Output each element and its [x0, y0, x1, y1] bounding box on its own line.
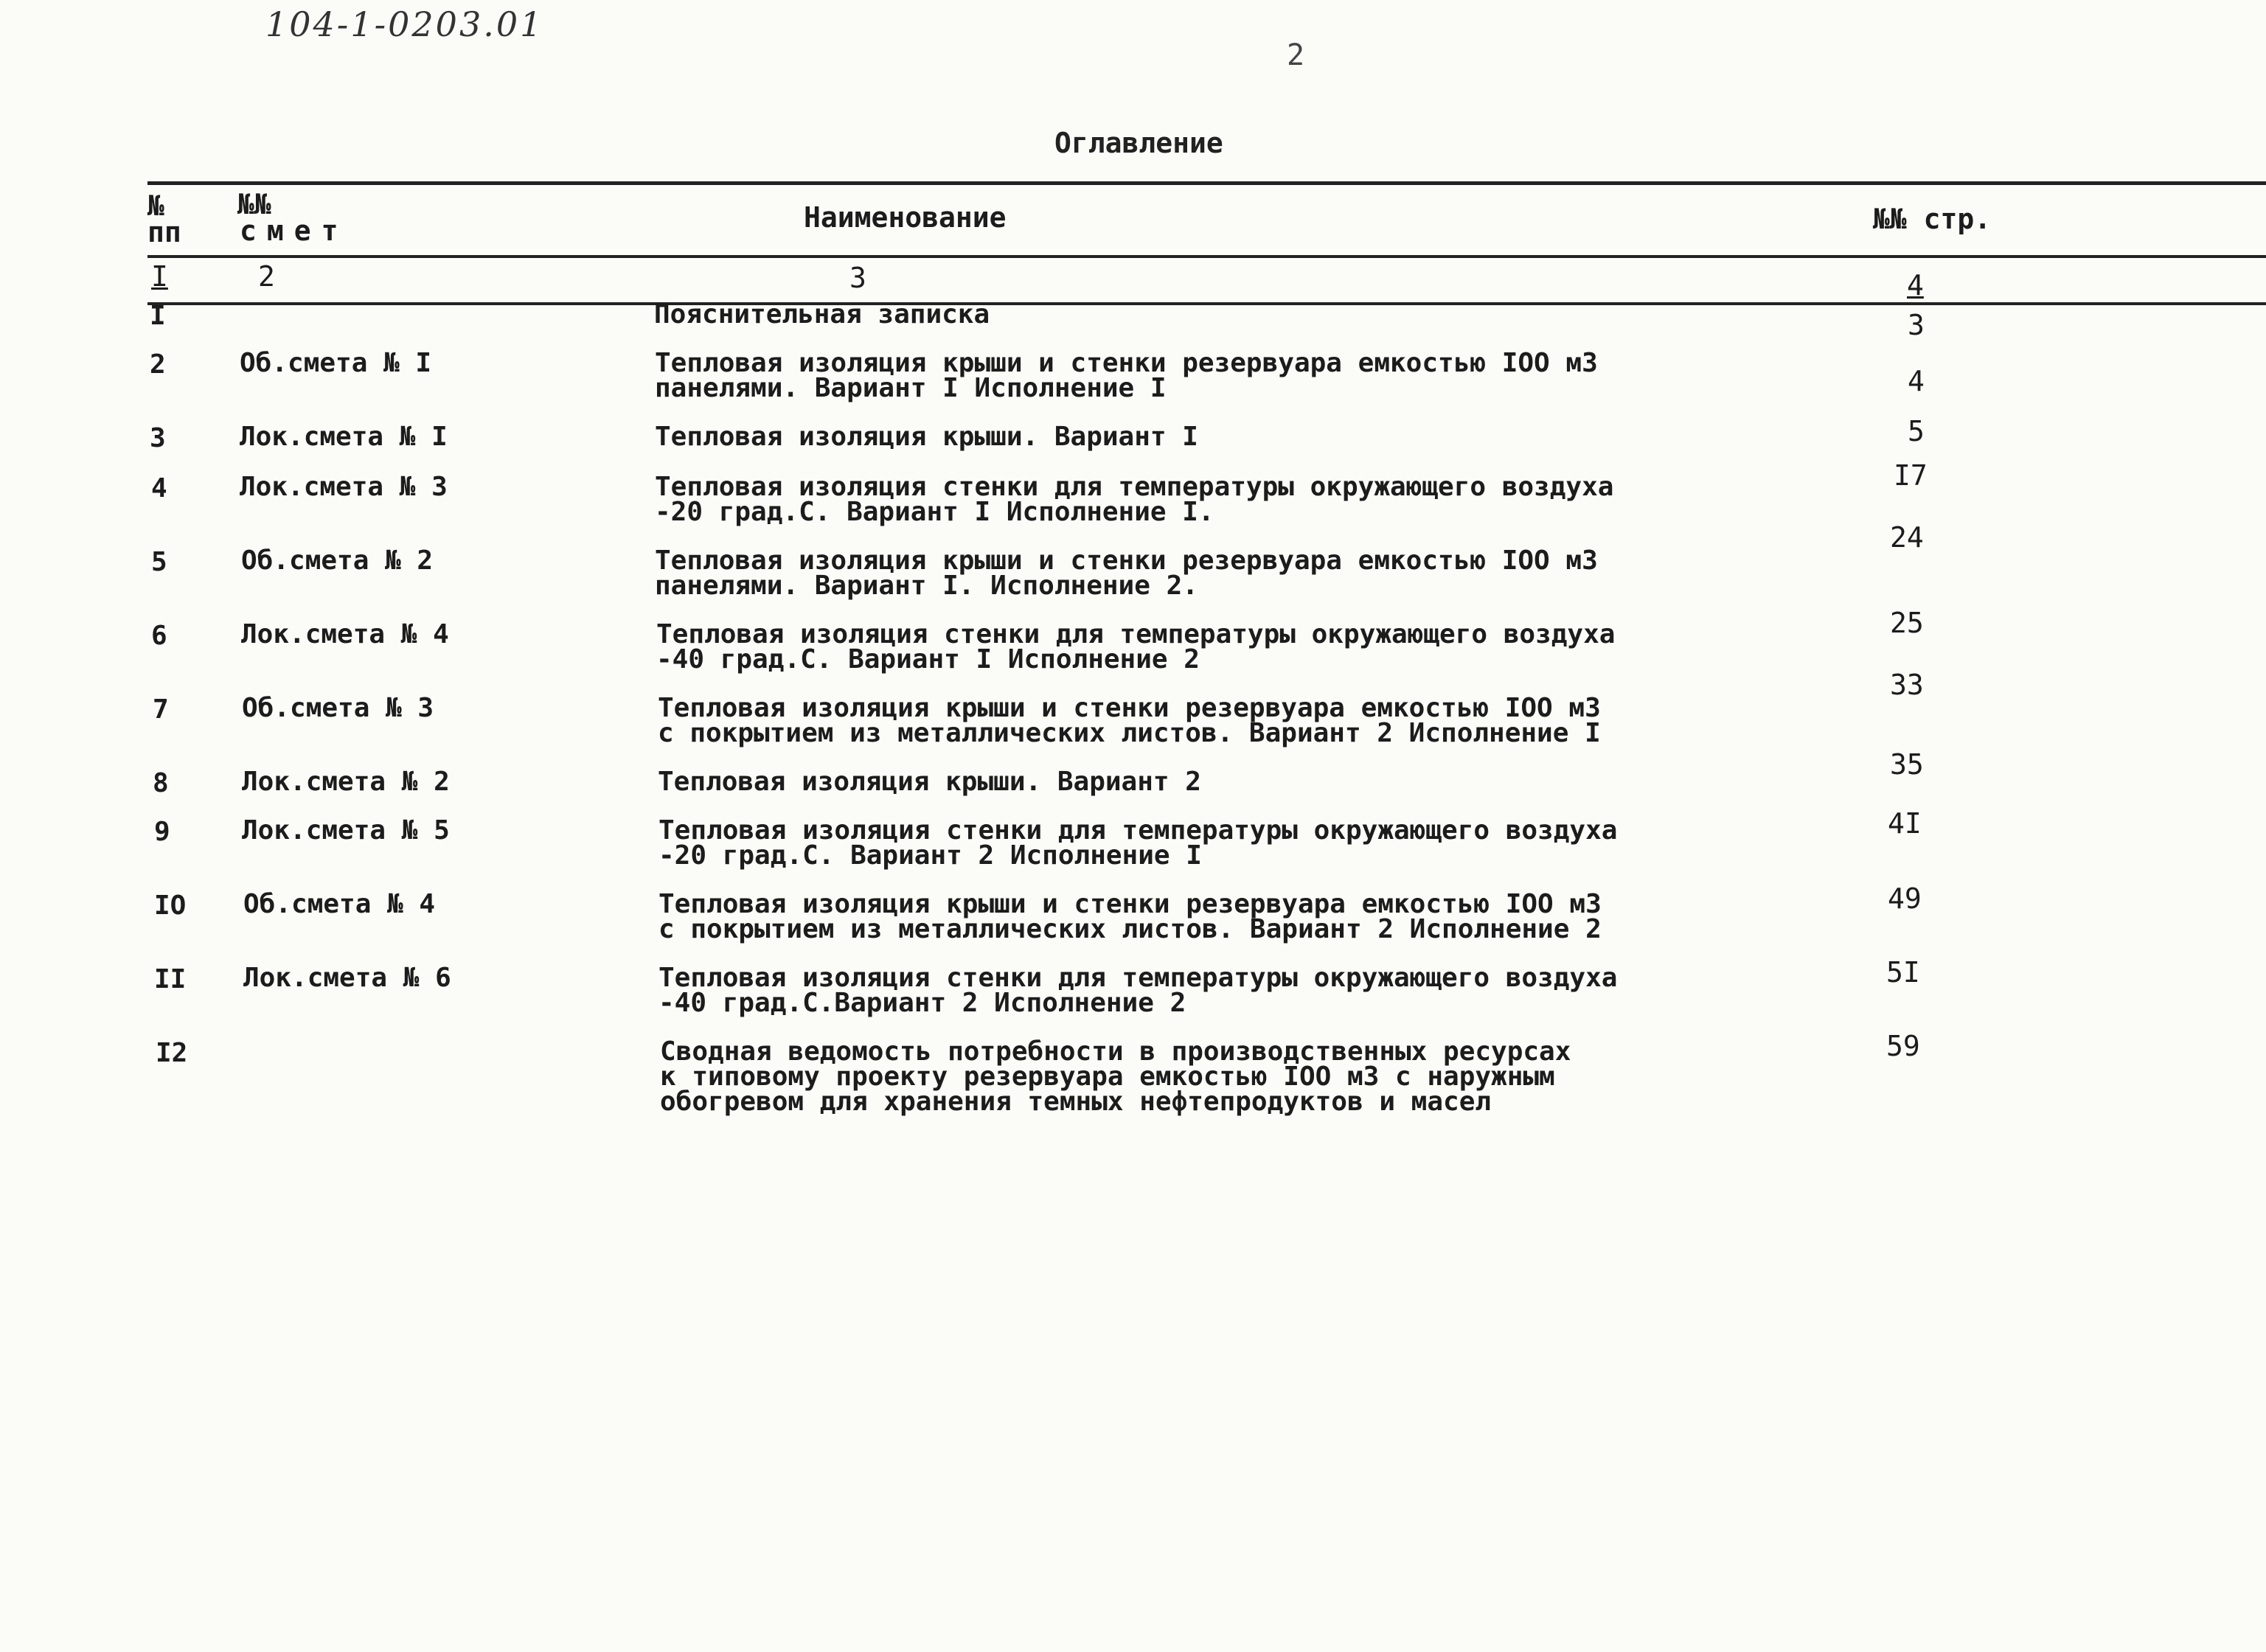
row-name-line: Тепловая изоляция крыши и стенки резервуара емкостью IOO м3 [655, 546, 1598, 576]
row-number: 9 [154, 817, 170, 847]
row-page: 33 [1890, 669, 1924, 701]
row-page: 5 [1908, 415, 1925, 447]
row-name-line: обогревом для хранения темных нефтепродуктов и масел [660, 1087, 1492, 1117]
header-name: Наименование [804, 201, 1007, 234]
row-number: 4 [151, 473, 167, 503]
row-smeta: Лок.смета № 5 [242, 815, 450, 846]
row-smeta: Лок.смета № I [240, 422, 448, 452]
row-number: 6 [151, 621, 167, 651]
row-smeta: Лок.смета № 6 [243, 963, 451, 993]
row-number: I2 [156, 1038, 188, 1068]
row-page: 3 [1908, 309, 1925, 341]
row-number: 5 [151, 547, 167, 577]
colnum-rule [147, 302, 2266, 305]
row-page: 4 [1908, 365, 1925, 397]
row-page: 59 [1886, 1030, 1920, 1062]
row-name-line: Тепловая изоляция крыши и стенки резервуара емкостью IOO м3 [658, 889, 1602, 919]
top-rule [147, 181, 2266, 185]
row-name-line: Тепловая изоляция стенки для температуры окружающего воздуха [658, 963, 1618, 993]
row-name-line: -20 град.С. Вариант 2 Исполнение I [658, 840, 1202, 871]
row-name-line: панелями. Вариант I Исполнение I [655, 373, 1167, 403]
row-number: 3 [150, 423, 166, 453]
handwritten-stamp: 104-1-0203.01 [265, 4, 544, 44]
row-number: 8 [153, 768, 169, 798]
row-number: II [154, 964, 187, 994]
row-number: IO [154, 891, 187, 921]
row-name-line: к типовому проекту резервуара емкостью IOO м3 с наружным [660, 1062, 1555, 1092]
row-name-line: Тепловая изоляция стенки для температуры окружающего воздуха [658, 815, 1618, 846]
row-name-line: -20 град.С. Вариант I Исполнение I. [655, 497, 1214, 527]
header-rule [147, 255, 2266, 258]
column-number-4: 4 [1907, 269, 1924, 302]
row-page: 35 [1890, 748, 1924, 781]
row-smeta: Лок.смета № 2 [242, 767, 450, 797]
row-number: I [150, 301, 166, 331]
row-name-line: с покрытием из металлических листов. Вариант 2 Исполнение 2 [658, 914, 1602, 944]
row-smeta: Об.смета № I [240, 348, 432, 378]
row-page: 5I [1886, 956, 1920, 989]
column-number-3: 3 [849, 262, 866, 294]
row-smeta: Об.смета № 4 [243, 889, 436, 919]
page-number: 2 [1287, 38, 1305, 72]
row-smeta: Об.смета № 2 [241, 546, 434, 576]
header-smeta-label: смет [240, 215, 349, 247]
row-name-line: -40 град.С. Вариант I Исполнение 2 [656, 644, 1200, 675]
row-smeta: Лок.смета № 4 [241, 619, 449, 649]
row-name-line: Тепловая изоляция крыши и стенки резервуара емкостью IOO м3 [655, 348, 1598, 378]
row-name-line: Сводная ведомость потребности в производственных ресурсах [660, 1036, 1571, 1067]
header-no-label: пп [147, 216, 181, 248]
header-page: №№ стр. [1873, 203, 1992, 235]
row-page: 49 [1888, 882, 1922, 915]
page-title: Оглавление [1054, 127, 1223, 159]
row-name-line: Тепловая изоляция стенки для температуры окружающего воздуха [656, 619, 1616, 649]
row-name-line: панелями. Вариант I. Исполнение 2. [655, 571, 1198, 601]
row-name-line: Тепловая изоляция крыши. Вариант I [655, 422, 1198, 452]
row-number: 7 [153, 694, 169, 725]
row-page: 4I [1888, 807, 1922, 840]
row-smeta: Об.смета № 3 [242, 693, 434, 723]
row-name-line: Тепловая изоляция крыши и стенки резервуара емкостью IOO м3 [658, 693, 1601, 723]
row-name-line: Тепловая изоляция стенки для температуры окружающего воздуха [655, 472, 1614, 502]
row-page: I7 [1894, 459, 1928, 492]
row-page: 24 [1890, 521, 1924, 554]
row-number: 2 [150, 349, 166, 380]
header-no-sign: № [147, 189, 164, 222]
header-smeta-sign: №№ [237, 188, 271, 220]
column-number-1: I [151, 260, 168, 293]
row-smeta: Лок.смета № 3 [240, 472, 448, 502]
row-name-line: -40 град.С.Вариант 2 Исполнение 2 [658, 988, 1186, 1018]
row-name-line: с покрытием из металлических листов. Вариант 2 Исполнение I [658, 718, 1601, 748]
row-page: 25 [1890, 607, 1924, 639]
row-name-line: Пояснительная записка [654, 299, 990, 330]
row-name-line: Тепловая изоляция крыши. Вариант 2 [658, 767, 1201, 797]
column-number-2: 2 [258, 260, 275, 293]
